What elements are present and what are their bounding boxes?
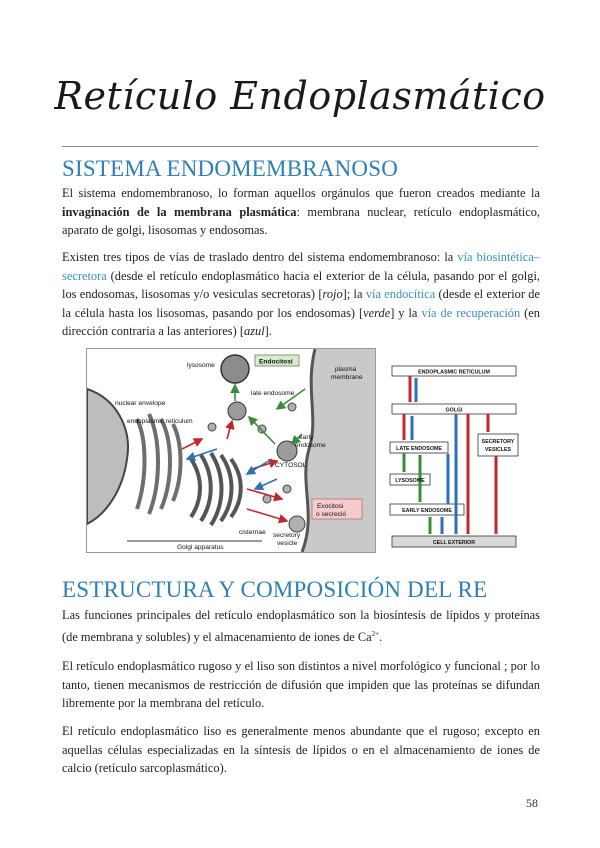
label-plasma-membrane-2: membrane [331, 374, 363, 381]
flow-label-er: ENDOPLASMIC RETICULUM [418, 369, 490, 376]
flow-label-early-endosome: EARLY ENDOSOME [402, 508, 452, 514]
early-endosome-shape [277, 441, 297, 461]
label-early-endosome-1: early [299, 434, 314, 441]
lysosome-shape [221, 355, 249, 383]
paragraph-pathways: Existen tres tipos de vías de traslado dentro del sistema endomembranoso: la vía biosintética–secretora (desde el retículo endoplasmático hacia el exterior de la célula, pasando por el golgi, los endosomas, lisosomas y/o vesiculas secretoras) [rojo]; la vía endocítica (desde el exterior de la célula hasta los lisosomas, pasando por los endosomas) [verde] y la vía de recuperación (en dirección contraria a las anteriores) [azul]. [62, 250, 541, 339]
label-exocytosis-1: Exocitosi [317, 503, 344, 510]
label-secretory-vesicle-1: secretory [273, 532, 301, 539]
label-cisternae: cisternae [239, 529, 266, 536]
section-heading-structure: ESTRUCTURA Y COMPOSICIÓN DEL RE [62, 577, 488, 602]
paragraph-endomembrane-definition: El sistema endomembranoso, lo forman aquellos orgánulos que fueron creados mediante la invaginación de la membrana plasmática: membrana nuclear, retículo endoplasmático, aparato de golgi, lisosomas y endosomas. [62, 186, 541, 238]
flow-label-secretory-1: SECRETORY [481, 439, 515, 445]
label-cytosol: CYTOSOL [275, 462, 307, 469]
label-early-endosome-2: endosome [295, 442, 326, 449]
label-lysosome: lysosome [187, 362, 215, 369]
flow-label-late-endosome: LATE ENDOSOME [396, 446, 442, 452]
flowchart-svg [386, 364, 522, 551]
page-number: 58 [526, 796, 538, 810]
flow-label-golgi: GOLGI [445, 407, 463, 414]
page-title: Retículo Endoplasmático [54, 74, 546, 118]
paragraph-smooth-er: El retículo endoplasmático liso es generalmente menos abundante que el rugoso; excepto en aquellas células especializadas en la síntesis de lípidos o en el almacenamiento de iones de calcio (retículo sarcoplasmático). [62, 724, 540, 776]
paragraph-rough-smooth: El retículo endoplasmático rugoso y el liso son distintos a nivel morfológico y funcional ; por lo tanto, tienen mecanismos de restricción de difusión que impiden que las proteínas se difundan libremente por la membrana del retículo. [62, 659, 540, 711]
label-secretory-vesicle-2: vesicle [277, 540, 298, 547]
flow-label-cell-exterior: CELL EXTERIOR [432, 540, 476, 546]
link-recovery-pathway[interactable]: vía de recuperación [421, 305, 521, 320]
cell-diagram-svg [87, 349, 375, 552]
label-endocytosis: Endocitosi [259, 358, 293, 366]
label-plasma-membrane-1: plasma [335, 366, 357, 373]
nucleus [87, 389, 128, 524]
endoplasmic-reticulum-shape [137, 414, 181, 514]
bold-invagination: invaginación de la membrana plasmática [62, 204, 297, 219]
golgi-shape [191, 453, 241, 525]
label-exocytosis-2: o secreció [316, 511, 347, 518]
label-nuclear-envelope: nuclear envelope [115, 400, 166, 407]
link-endocytic-pathway[interactable]: vía endocítica [365, 287, 436, 302]
title-divider [62, 146, 538, 147]
link-biosynthetic-pathway[interactable]: vía biosintética–secretora [62, 250, 540, 283]
label-golgi-apparatus: Golgi apparatus [177, 544, 224, 551]
late-endosome-shape [228, 402, 246, 420]
paragraph-functions: Las funciones principales del retículo endoplasmático son la biosíntesis de lípidos y proteínas (de membrana y solubles) y el almacenamiento de iones de $Ca^{2+}$. [62, 608, 540, 644]
flow-label-lysosome: LYSOSOME [395, 478, 425, 484]
endomembrane-pathway-flowchart [386, 364, 522, 551]
section-heading-endomembrane: SISTEMA ENDOMEMBRANOSO [62, 156, 399, 181]
flow-label-secretory-2: VESICLES [484, 447, 512, 453]
label-endoplasmic-reticulum: endoplasmic reticulum [127, 418, 193, 425]
label-late-endosome: late endosome [251, 390, 295, 397]
endomembrane-cell-diagram [86, 348, 376, 553]
